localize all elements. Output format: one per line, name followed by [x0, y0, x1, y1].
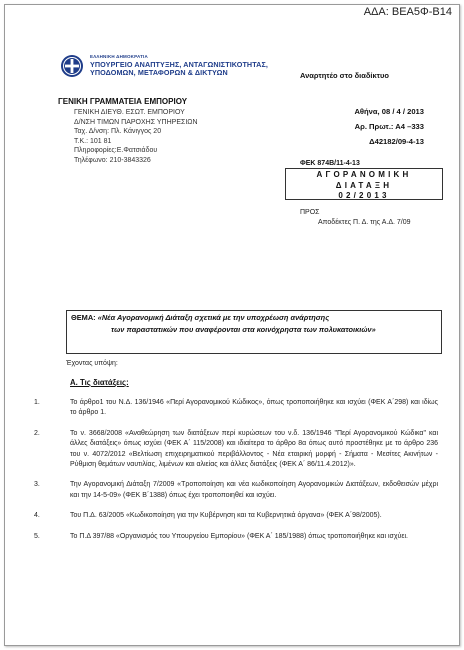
fek-reference: ΦΕΚ 874Β/11-4-13	[300, 160, 360, 167]
item-text: Το άρθρο1 του Ν.Δ. 136/1946 «Περί Αγορανομικού Κώδικος», όπως τροποποιήθηκε και ισχύει (ΦΕΚ Α΄298) και ιδίως το άρθρο 1.	[70, 399, 438, 417]
agoranomiki-line-2: ΔΙΑΤΑΞΗ	[335, 180, 393, 190]
greek-emblem-icon	[60, 54, 84, 78]
sender-line: Ταχ. Δ/νση: Πλ. Κάνιγγος 20	[74, 128, 162, 136]
date-protocol-block	[292, 104, 424, 149]
ministry-logo	[60, 52, 268, 86]
item-number: 1.	[34, 399, 40, 406]
subject-line-2: των παραστατικών που αναφέρονται στα κοινόχρηστα των πολυκατοικιών»	[111, 324, 376, 334]
item-text: Του Π.Δ. 63/2005 «Κωδικοποίηση για την Κυβέρνηση και τα Κυβερνητικά όργανα» (ΦΕΚ Α΄98/2005).	[70, 512, 382, 520]
item-text: Το ν. 3668/2008 «Αναθεώρηση των διατάξεων περί κυρώσεων του ν.δ. 136/1946 "Περί Αγορανομικού Κώδικα" και άλλες διατάξεις» όπως ισχύει (ΦΕΚ Α΄ 115/2008) και ιδιαίτερα το άρθρο 8α όπως αυτό προστέθηκε με το άρθρο 236 του ν. 4072/2012 «Βελτίωση επιχειρηματικού περιβάλλοντος - Νέα εταιρική μορφή - Σήματα - Μεσίτες Ακινήτων - Ρύθμιση θεμάτων ναυτιλίας, λιμένων και αλιείας και άλλες διατάξεις (ΦΕΚ Α΄ 86/11.4.2012)».	[70, 429, 438, 469]
subject-label: ΘΕΜΑ:	[71, 313, 96, 322]
recipient-label: ΠΡΟΣ	[300, 209, 320, 216]
agoranomiki-box	[285, 168, 443, 200]
sender-line: ΓΕΝΙΚΗ ΔΙΕΥΘ. ΕΣΩΤ. ΕΜΠΟΡΙΟΥ	[74, 109, 185, 116]
item-number: 5.	[34, 532, 40, 540]
section-a-heading: Α. Τις διατάξεις:	[70, 378, 129, 387]
logo-line-2: ΥΠΟΔΟΜΩΝ, ΜΕΤΑΦΟΡΩΝ & ΔΙΚΤΥΩΝ	[90, 68, 228, 78]
list-item	[34, 398, 438, 419]
logo-line-1: ΥΠΟΥΡΓΕΙΟ ΑΝΑΠΤΥΞΗΣ, ΑΝΤΑΓΩΝΙΣΤΙΚΟΤΗΤΑΣ,	[90, 60, 268, 69]
publish-notice: Αναρτητέο στο διαδίκτυο	[300, 71, 389, 80]
logo-ministry-name	[90, 61, 268, 78]
considering-label: Έχοντας υπόψη:	[66, 360, 118, 367]
reference-number: Δ42182/09-4-13	[369, 137, 424, 146]
sender-line: Δ/ΝΣΗ ΤΙΜΩΝ ΠΑΡΟΧΗΣ ΥΠΗΡΕΣΙΩΝ	[74, 118, 198, 126]
subject-box	[66, 310, 442, 354]
item-number: 2.	[34, 429, 40, 437]
list-item	[34, 511, 438, 521]
item-number: 4.	[34, 512, 40, 520]
list-item	[34, 480, 438, 501]
agoranomiki-line-3: 02/2013	[338, 191, 390, 200]
logo-small-text: ΕΛΛΗΝΙΚΗ ΔΗΜΟΚΡΑΤΙΑ	[90, 54, 148, 59]
sender-line: Πληροφορίες:Ε.Φατσιάδου	[74, 147, 158, 155]
list-item	[34, 532, 438, 542]
sender-title: ΓΕΝΙΚΗ ΓΡΑΜΜΑΤΕΙΑ ΕΜΠΟΡΙΟΥ	[58, 97, 188, 106]
sender-line: Τηλέφωνο: 210-3843326	[74, 156, 151, 164]
list-item	[34, 429, 438, 471]
item-text: Το Π.Δ 397/88 «Οργανισμός του Υπουργείου Εμπορίου» (ΦΕΚ Α΄ 185/1988) όπως τροποποιήθηκε και ισχύει.	[70, 532, 408, 540]
document-date: Αθήνα, 08 / 4 / 2013	[354, 107, 424, 116]
agoranomiki-line-1: ΑΓΟΡΑΝΟΜΙΚΗ	[316, 170, 412, 179]
sender-details	[74, 108, 198, 166]
sender-line: Τ.Κ.: 101 81	[74, 137, 112, 145]
subject-line-1: «Νέα Αγορανομική Διάταξη σχετικά με την υποχρέωση ανάρτησης	[97, 313, 330, 322]
provisions-list	[34, 398, 438, 552]
ada-code: ΑΔΑ: ΒΕΑ5Φ-Β14	[363, 6, 452, 18]
protocol-number: Αρ. Πρωτ.: Α4 –333	[354, 122, 424, 131]
item-text: Την Αγορανομική Διάταξη 7/2009 «Τροποποίηση και νέα κωδικοποίηση Αγορανομικών Διατάξεων, εκδοθεισών μέχρι και την 14-5-09» (ΦΕΚ Β΄1388) όπως έχει τροποποιηθεί και ισχύει.	[70, 481, 438, 499]
recipients: Αποδέκτες Π. Δ. της Α.Δ. 7/09	[318, 219, 411, 226]
item-number: 3.	[34, 481, 40, 489]
